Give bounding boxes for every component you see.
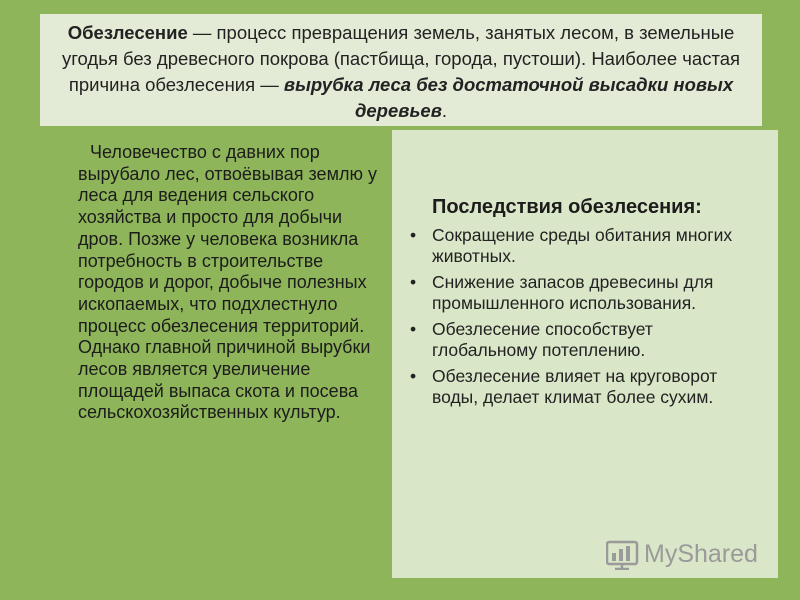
consequences-list: [402, 225, 762, 408]
term: Обезлесение: [67, 22, 188, 43]
list-item-text: Снижение запасов древесины для промышленного использования.: [432, 272, 714, 313]
definition-text: — процесс превращения земель, занятых лесом, в земельные угодья без древесного покрова (пастбища, города, пустоши).: [61, 22, 735, 69]
cause-end: .: [441, 100, 448, 121]
list-item-text: Обезлесение влияет на круговорот воды, делает климат более сухим.: [432, 366, 718, 407]
list-item: [402, 319, 762, 361]
list-item: [402, 272, 762, 314]
watermark-text: MyShared: [644, 539, 758, 568]
bullet-icon: •: [410, 319, 417, 339]
list-item: [402, 225, 762, 267]
bullet-icon: •: [410, 225, 417, 245]
list-item: [402, 366, 762, 408]
consequences-panel: [392, 130, 778, 578]
cause-intro: Наиболее частая причина обезлесения —: [68, 48, 741, 95]
bullet-icon: •: [410, 272, 417, 292]
list-item-text: Обезлесение способствует глобальному потеплению.: [432, 319, 653, 360]
bullet-icon: •: [410, 366, 417, 386]
history-paragraph: Человечество с давних пор вырубало лес, отвоёвывая землю у леса для ведения сельского хозяйства и просто для добычи дров. Позже у человека возникла потребность в строительстве городов и дорог, добыче полезных ископаемых, что подхлестнуло процесс обезлесения территорий. Однако главной причиной вырубки лесов является увеличение площадей выпаса скота и посева сельскохозяйственных культур.: [78, 142, 377, 423]
consequences-title: Последствия обезлесения:: [432, 196, 702, 218]
chart-icon: [606, 538, 640, 570]
cause-bold: вырубка леса без достаточной высадки новых деревьев: [283, 74, 734, 121]
watermark-logo: [606, 534, 766, 574]
definition-box: [40, 14, 762, 126]
list-item-text: Сокращение среды обитания многих животных.: [432, 225, 733, 266]
